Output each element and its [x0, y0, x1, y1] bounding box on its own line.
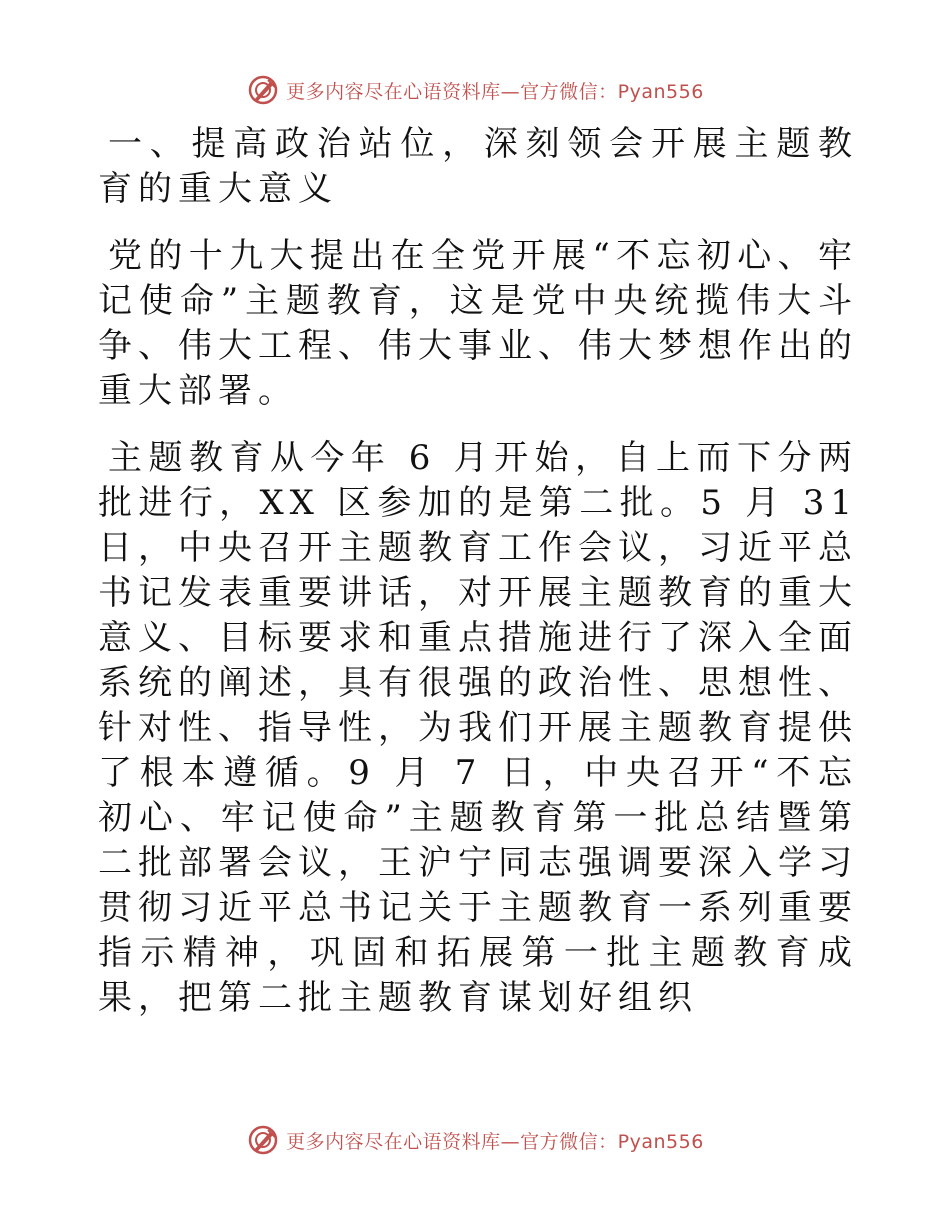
header-watermark	[0, 70, 950, 110]
pen-circle-logo-icon	[246, 73, 280, 107]
paragraph-2: 主题教育从今年 6 月开始，自上而下分两批进行，XX 区参加的是第二批。5 月 31 日，中央召开主题教育工作会议，习近平总书记发表重要讲话，对开展主题教育的重大意义、目标要求和重点措施进行了深入全面系统的阐述，具有很强的政治性、思想性、针对性、指导性，为我们开展主题教育提供了根本遵循。9 月 7 日，中央召开“不忘初心、牢记使命”主题教育第一批总结暨第二批部署会议，王沪宁同志强调要深入学习贯彻习近平总书记关于主题教育一系列重要指示精神，巩固和拓展第一批主题教育成果，把第二批主题教育谋划好组织	[98, 438, 858, 1018]
section-heading: 一、提高政治站位，深刻领会开展主题教育的重大意义	[98, 124, 858, 209]
watermark-text: 更多内容尽在心语资料库—官方微信：Pyan556	[286, 1130, 704, 1153]
footer-watermark	[0, 1120, 950, 1160]
document-body	[98, 122, 858, 1021]
pen-circle-logo-icon	[246, 1123, 280, 1157]
watermark-text: 更多内容尽在心语资料库—官方微信：Pyan556	[286, 80, 704, 103]
paragraph-1: 党的十九大提出在全党开展“不忘初心、牢记使命”主题教育，这是党中央统揽伟大斗争、伟大工程、伟大事业、伟大梦想作出的重大部署。	[98, 236, 858, 411]
